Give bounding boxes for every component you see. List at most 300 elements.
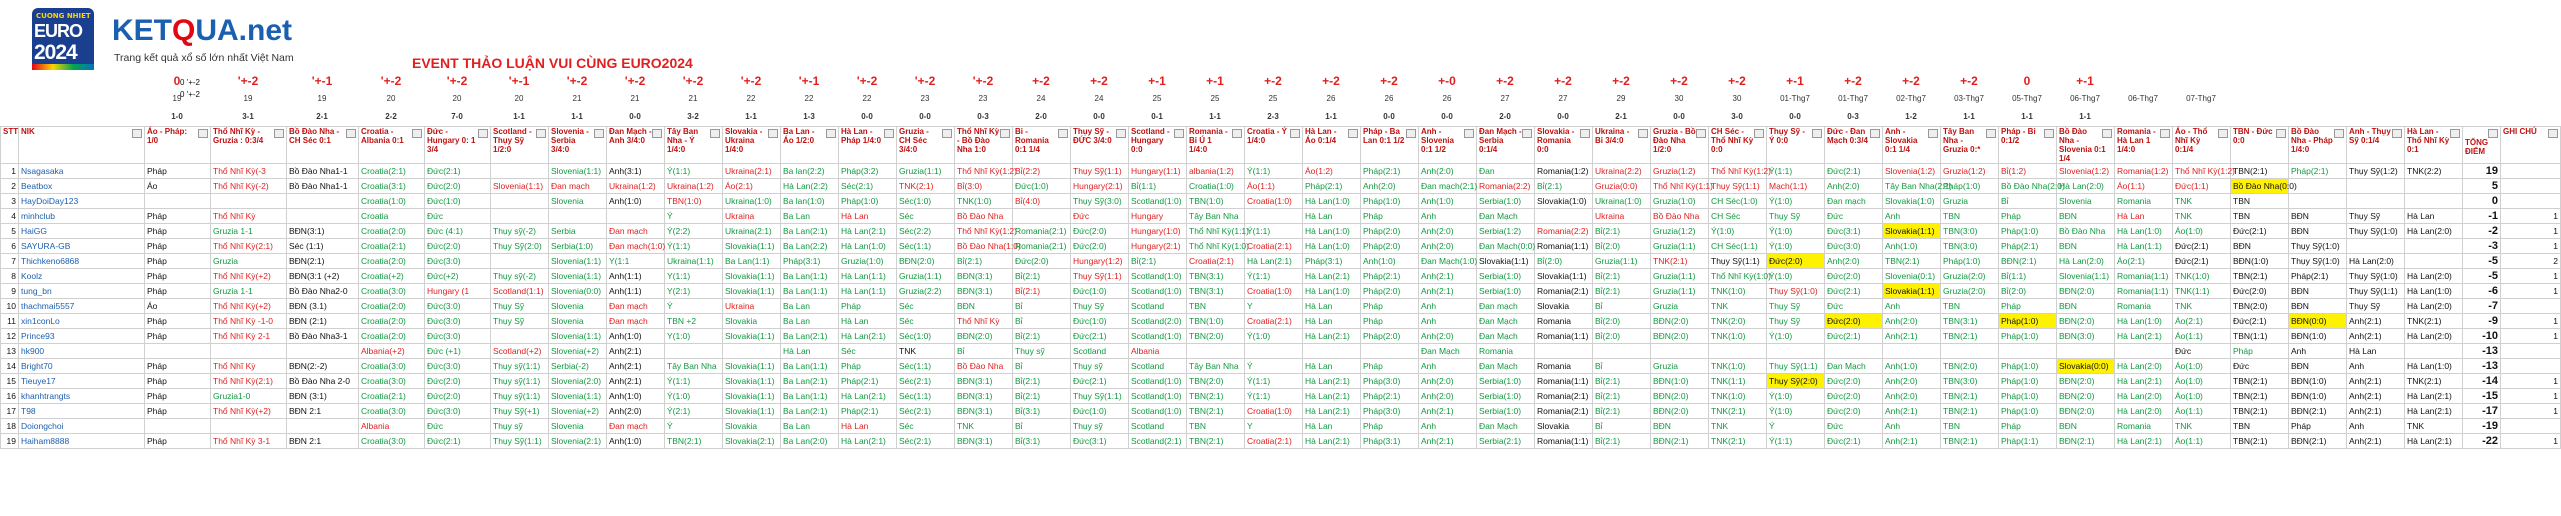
row-number[interactable]: 10 <box>1 299 19 314</box>
prediction-cell[interactable]: Bỉ(2:1) <box>1593 389 1651 404</box>
prediction-cell[interactable] <box>287 209 359 224</box>
prediction-cell[interactable]: Romania <box>1477 344 1535 359</box>
prediction-cell[interactable]: Hà Lan(2:1) <box>2405 434 2463 449</box>
prediction-cell[interactable]: Bỉ(2:1) <box>1535 179 1593 194</box>
filter-dropdown-icon[interactable] <box>2218 129 2228 138</box>
prediction-cell[interactable]: Ukraina(2:2) <box>1593 164 1651 179</box>
filter-dropdown-icon[interactable] <box>412 129 422 138</box>
prediction-cell[interactable]: Hà Lan <box>1303 299 1361 314</box>
prediction-cell[interactable]: Croatia(+2) <box>359 269 425 284</box>
total-points[interactable]: -7 <box>2463 299 2501 314</box>
prediction-cell[interactable] <box>491 209 549 224</box>
col-header-match[interactable] <box>2057 127 2115 164</box>
prediction-cell[interactable]: Mạch(1:1) <box>1767 179 1825 194</box>
prediction-cell[interactable]: Bỉ(2:0) <box>1593 329 1651 344</box>
prediction-cell[interactable]: Đan mạch <box>1825 194 1883 209</box>
player-nickname[interactable]: Doiongchoi <box>19 419 145 434</box>
prediction-cell[interactable]: Đan Mạch <box>1419 344 1477 359</box>
note-cell[interactable] <box>2501 344 2561 359</box>
row-number[interactable]: 3 <box>1 194 19 209</box>
filter-dropdown-icon[interactable] <box>1232 129 1242 138</box>
prediction-cell[interactable]: Pháp <box>145 239 211 254</box>
prediction-cell[interactable]: Y(1:1 <box>607 254 665 269</box>
col-header-match[interactable] <box>2173 127 2231 164</box>
prediction-cell[interactable]: Ba Lan(1:1) <box>781 359 839 374</box>
prediction-cell[interactable]: Hungary(1:0) <box>1129 224 1187 239</box>
prediction-cell[interactable] <box>287 194 359 209</box>
prediction-cell[interactable]: Đức(1:1) <box>2173 179 2231 194</box>
prediction-cell[interactable]: Hà Lan <box>1303 209 1361 224</box>
prediction-cell[interactable]: Ý(1:0) <box>1767 389 1825 404</box>
prediction-cell[interactable]: Pháp(1:0) <box>1941 254 1999 269</box>
prediction-cell[interactable]: Croatia(2:1) <box>359 389 425 404</box>
prediction-cell[interactable]: Slovakia(0:0) <box>2057 359 2115 374</box>
col-header-match[interactable] <box>425 127 491 164</box>
prediction-cell[interactable]: Gruzia <box>211 254 287 269</box>
prediction-cell[interactable]: albania(1:2) <box>1187 164 1245 179</box>
prediction-cell[interactable]: Bồ Đào Nha(0:0) <box>2231 179 2289 194</box>
prediction-cell[interactable]: Croatia(2:0) <box>359 299 425 314</box>
prediction-cell[interactable]: Hà Lan(2:0) <box>2405 299 2463 314</box>
prediction-cell[interactable] <box>549 209 607 224</box>
filter-dropdown-icon[interactable] <box>2160 129 2170 138</box>
prediction-cell[interactable]: Séc(2:1) <box>839 179 897 194</box>
prediction-cell[interactable]: BĐN (2:1) <box>287 314 359 329</box>
row-number[interactable]: 19 <box>1 434 19 449</box>
prediction-cell[interactable]: BĐN(3:1) <box>955 284 1013 299</box>
prediction-cell[interactable]: Đức(2:0) <box>1767 254 1825 269</box>
col-header-match[interactable] <box>211 127 287 164</box>
prediction-cell[interactable]: Đức(2:0) <box>425 374 491 389</box>
prediction-cell[interactable] <box>211 194 287 209</box>
prediction-cell[interactable]: Croatia(2:1) <box>1187 254 1245 269</box>
prediction-cell[interactable]: Slovenia(1:1) <box>2057 269 2115 284</box>
prediction-cell[interactable]: Scotland(1:0) <box>1129 269 1187 284</box>
prediction-cell[interactable]: CH Séc <box>1709 209 1767 224</box>
prediction-cell[interactable]: Gruzia <box>1651 299 1709 314</box>
row-number[interactable]: 14 <box>1 359 19 374</box>
prediction-cell[interactable]: Y <box>1245 419 1303 434</box>
prediction-cell[interactable]: Croatia(1:0) <box>359 194 425 209</box>
prediction-cell[interactable]: Pháp <box>1361 314 1419 329</box>
prediction-cell[interactable]: Hà Lan(2:1) <box>2115 434 2173 449</box>
row-number[interactable]: 1 <box>1 164 19 179</box>
prediction-cell[interactable] <box>1767 344 1825 359</box>
filter-dropdown-icon[interactable] <box>826 129 836 138</box>
prediction-cell[interactable]: Ý(1:1) <box>1245 224 1303 239</box>
row-number[interactable]: 2 <box>1 179 19 194</box>
note-cell[interactable]: 1 <box>2501 224 2561 239</box>
prediction-cell[interactable]: Áo(2:1) <box>2173 314 2231 329</box>
prediction-cell[interactable]: Romania(2:1) <box>1535 404 1593 419</box>
prediction-cell[interactable]: Pháp(1:0) <box>1999 224 2057 239</box>
filter-dropdown-icon[interactable] <box>710 129 720 138</box>
prediction-cell[interactable]: Romania(1:1) <box>1535 329 1593 344</box>
prediction-cell[interactable]: Croatia(2:1) <box>1245 239 1303 254</box>
filter-dropdown-icon[interactable] <box>2392 129 2402 138</box>
prediction-cell[interactable] <box>491 164 549 179</box>
prediction-cell[interactable]: Bỉ <box>1013 359 1071 374</box>
prediction-cell[interactable] <box>2405 344 2463 359</box>
filter-dropdown-icon[interactable] <box>478 129 488 138</box>
prediction-cell[interactable]: Thụy Sỹ(1:0) <box>1767 284 1825 299</box>
prediction-cell[interactable]: Pháp(3:1) <box>1361 434 1419 449</box>
prediction-cell[interactable]: Thụy Sỹ(3:0) <box>1071 194 1129 209</box>
prediction-cell[interactable]: TNK <box>1709 299 1767 314</box>
prediction-cell[interactable]: Thụy Sỹ(2:0) <box>491 239 549 254</box>
prediction-cell[interactable]: Thụy Sỹ(+1) <box>491 404 549 419</box>
prediction-cell[interactable]: Slovenia(0:0) <box>549 284 607 299</box>
prediction-cell[interactable]: Scotland(1:1) <box>491 284 549 299</box>
prediction-cell[interactable]: Anh(1:1) <box>607 284 665 299</box>
filter-dropdown-icon[interactable] <box>1754 129 1764 138</box>
prediction-cell[interactable]: BĐN(3:1) <box>955 389 1013 404</box>
prediction-cell[interactable]: Gruzia(2:0) <box>1941 284 1999 299</box>
prediction-cell[interactable]: Áo <box>145 179 211 194</box>
prediction-cell[interactable]: Bồ Đào Nha 2-0 <box>287 374 359 389</box>
prediction-cell[interactable]: Đức (4:1) <box>425 224 491 239</box>
prediction-cell[interactable]: Romania(1:1) <box>2115 269 2173 284</box>
prediction-cell[interactable]: Ba Lan(2:0) <box>781 434 839 449</box>
prediction-cell[interactable]: TBN(1:0) <box>665 194 723 209</box>
prediction-cell[interactable]: Bỉ <box>1593 419 1651 434</box>
prediction-cell[interactable]: Đức(2:0) <box>1825 314 1883 329</box>
prediction-cell[interactable]: Hà Lan(1:0) <box>1303 194 1361 209</box>
prediction-cell[interactable]: TBN(2:1) <box>2231 389 2289 404</box>
prediction-cell[interactable]: TBN(1:1) <box>2231 329 2289 344</box>
prediction-cell[interactable]: Tây Ban Nha <box>1187 359 1245 374</box>
prediction-cell[interactable]: Séc(1:1) <box>897 239 955 254</box>
prediction-cell[interactable]: Slovakia(1:1) <box>723 359 781 374</box>
prediction-cell[interactable]: Scotland(1:0) <box>1129 374 1187 389</box>
prediction-cell[interactable]: Pháp(2:0) <box>1361 329 1419 344</box>
col-header-match[interactable] <box>839 127 897 164</box>
row-number[interactable]: 12 <box>1 329 19 344</box>
prediction-cell[interactable]: Croatia(2:1) <box>359 239 425 254</box>
prediction-cell[interactable]: BĐN <box>2057 209 2115 224</box>
prediction-cell[interactable]: Anh(3:1) <box>607 164 665 179</box>
prediction-cell[interactable]: Ba Lan <box>781 209 839 224</box>
prediction-cell[interactable]: Đức(3:0) <box>425 254 491 269</box>
filter-dropdown-icon[interactable] <box>1928 129 1938 138</box>
prediction-cell[interactable]: Pháp(2:1) <box>1361 164 1419 179</box>
prediction-cell[interactable]: TBN <box>1187 299 1245 314</box>
prediction-cell[interactable]: Slovakia <box>723 419 781 434</box>
prediction-cell[interactable]: BĐN(1:0) <box>1651 374 1709 389</box>
prediction-cell[interactable]: BĐN <box>2057 239 2115 254</box>
prediction-cell[interactable]: TBN(2:0) <box>2231 299 2289 314</box>
prediction-cell[interactable]: Hà Lan(2:0) <box>2057 254 2115 269</box>
prediction-cell[interactable]: Slovenia(+2) <box>549 404 607 419</box>
prediction-cell[interactable]: Đức(2:1) <box>2173 254 2231 269</box>
prediction-cell[interactable]: Anh(2:1) <box>1883 329 1941 344</box>
prediction-cell[interactable]: Anh <box>1419 209 1477 224</box>
prediction-cell[interactable]: Đức <box>2231 359 2289 374</box>
prediction-cell[interactable]: TNK(1:0) <box>1709 284 1767 299</box>
prediction-cell[interactable]: Đức(2:1) <box>425 164 491 179</box>
col-header-match[interactable] <box>1535 127 1593 164</box>
prediction-cell[interactable]: Y(1:1) <box>665 269 723 284</box>
prediction-cell[interactable]: Séc (1:1) <box>287 239 359 254</box>
prediction-cell[interactable]: Thụy Sỹ <box>2347 299 2405 314</box>
prediction-cell[interactable]: BĐN <box>2057 419 2115 434</box>
row-number[interactable]: 4 <box>1 209 19 224</box>
prediction-cell[interactable]: Anh(2:0) <box>1883 314 1941 329</box>
prediction-cell[interactable]: Bồ Đào Nha <box>955 359 1013 374</box>
prediction-cell[interactable]: Séc(1:0) <box>897 194 955 209</box>
note-cell[interactable]: 1 <box>2501 374 2561 389</box>
prediction-cell[interactable]: Ý(1:0) <box>1767 329 1825 344</box>
filter-dropdown-icon[interactable] <box>1638 129 1648 138</box>
row-number[interactable]: 18 <box>1 419 19 434</box>
prediction-cell[interactable]: Ý(1:0) <box>1709 224 1767 239</box>
prediction-cell[interactable] <box>2289 194 2347 209</box>
prediction-cell[interactable]: Đan mạch <box>607 299 665 314</box>
note-cell[interactable] <box>2501 419 2561 434</box>
total-points[interactable]: 5 <box>2463 179 2501 194</box>
total-points[interactable]: -15 <box>2463 389 2501 404</box>
total-points[interactable]: -10 <box>2463 329 2501 344</box>
prediction-cell[interactable]: TBN(3:0) <box>1941 224 1999 239</box>
prediction-cell[interactable]: Đức(3:0) <box>425 359 491 374</box>
prediction-cell[interactable]: Hungary(1:1) <box>1129 164 1187 179</box>
prediction-cell[interactable]: Romania <box>1535 314 1593 329</box>
prediction-cell[interactable]: Ý(1:0) <box>1767 224 1825 239</box>
total-points[interactable]: -13 <box>2463 344 2501 359</box>
prediction-cell[interactable]: TNK(2:1) <box>1709 404 1767 419</box>
prediction-cell[interactable]: Đức(2:1) <box>425 434 491 449</box>
prediction-cell[interactable]: Serbia <box>549 224 607 239</box>
row-number[interactable]: 15 <box>1 374 19 389</box>
prediction-cell[interactable]: BĐN(2:1) <box>287 254 359 269</box>
prediction-cell[interactable]: BĐN <box>2057 299 2115 314</box>
prediction-cell[interactable]: TBN <box>1941 419 1999 434</box>
prediction-cell[interactable]: Ba lan(1:0) <box>781 194 839 209</box>
prediction-cell[interactable]: BĐN(2:1) <box>1999 254 2057 269</box>
prediction-cell[interactable]: Thổ Nhĩ Kỳ(1:1) <box>1651 179 1709 194</box>
prediction-cell[interactable]: Ý(1:1) <box>665 374 723 389</box>
prediction-cell[interactable]: Serbia(1:0) <box>1477 374 1535 389</box>
note-cell[interactable]: 1 <box>2501 329 2561 344</box>
prediction-cell[interactable] <box>607 209 665 224</box>
prediction-cell[interactable]: BĐN(2:1) <box>2057 434 2115 449</box>
col-header-match[interactable] <box>607 127 665 164</box>
filter-dropdown-icon[interactable] <box>1464 129 1474 138</box>
prediction-cell[interactable]: Đan mạch(2:1) <box>1419 179 1477 194</box>
prediction-cell[interactable]: Séc(2:1) <box>897 404 955 419</box>
prediction-cell[interactable]: Anh(2:0) <box>1825 179 1883 194</box>
prediction-cell[interactable]: Đức(2:0) <box>2231 284 2289 299</box>
row-number[interactable]: 17 <box>1 404 19 419</box>
prediction-cell[interactable]: Thổ Nhĩ Kỳ(1:0) <box>1709 269 1767 284</box>
prediction-cell[interactable]: Slovenia(1:1) <box>549 254 607 269</box>
prediction-cell[interactable]: Thụy Sỹ(1:0) <box>2289 254 2347 269</box>
prediction-cell[interactable]: Romania(1:2) <box>1535 164 1593 179</box>
prediction-cell[interactable]: Pháp <box>145 164 211 179</box>
prediction-cell[interactable] <box>2057 344 2115 359</box>
prediction-cell[interactable]: Slovenia(1:1) <box>549 329 607 344</box>
prediction-cell[interactable]: Slovenia(+2) <box>549 344 607 359</box>
prediction-cell[interactable]: TNK <box>1709 419 1767 434</box>
col-header-match[interactable] <box>2115 127 2173 164</box>
prediction-cell[interactable]: Pháp(3:0) <box>1361 374 1419 389</box>
col-header-match[interactable] <box>1419 127 1477 164</box>
total-points[interactable]: -22 <box>2463 434 2501 449</box>
prediction-cell[interactable]: TBN +2 <box>665 314 723 329</box>
prediction-cell[interactable]: TBN(2:1) <box>1941 389 1999 404</box>
prediction-cell[interactable]: Thụy sỹ(1:1) <box>491 389 549 404</box>
prediction-cell[interactable]: Croatia(3:1) <box>359 179 425 194</box>
prediction-cell[interactable] <box>1361 344 1419 359</box>
prediction-cell[interactable]: Thụy Sỹ(1:1) <box>1071 269 1129 284</box>
prediction-cell[interactable]: BĐN(2:1) <box>2289 434 2347 449</box>
player-nickname[interactable]: Tieuye17 <box>19 374 145 389</box>
prediction-cell[interactable]: Thụy Sỹ(1:1) <box>1071 164 1129 179</box>
prediction-cell[interactable]: Pháp(3:1) <box>781 254 839 269</box>
prediction-cell[interactable]: Đan Mạch <box>1477 419 1535 434</box>
prediction-cell[interactable]: BĐN <box>2289 299 2347 314</box>
prediction-cell[interactable]: Anh(2:0) <box>1883 389 1941 404</box>
prediction-cell[interactable]: Croatia(3:0) <box>359 359 425 374</box>
prediction-cell[interactable]: Slovakia(1:0) <box>1535 194 1593 209</box>
prediction-cell[interactable]: Đan Mạch(1:0) <box>1419 254 1477 269</box>
prediction-cell[interactable]: Slovenia <box>549 194 607 209</box>
filter-dropdown-icon[interactable] <box>2334 129 2344 138</box>
col-header-match[interactable] <box>1187 127 1245 164</box>
prediction-cell[interactable]: Thổ Nhĩ Kỳ(1:2) <box>1709 164 1767 179</box>
prediction-cell[interactable]: TBN(3:0) <box>1941 239 1999 254</box>
prediction-cell[interactable]: BĐN <box>2289 224 2347 239</box>
prediction-cell[interactable]: TBN(2:1) <box>2231 404 2289 419</box>
prediction-cell[interactable]: Hà Lan(1:0) <box>2405 359 2463 374</box>
prediction-cell[interactable]: Slovakia(1:1) <box>723 284 781 299</box>
prediction-cell[interactable]: Anh(1:0) <box>1883 239 1941 254</box>
prediction-cell[interactable]: Đức <box>425 419 491 434</box>
prediction-cell[interactable]: Slovenia(1:1) <box>549 389 607 404</box>
prediction-cell[interactable]: Slovakia <box>723 314 781 329</box>
prediction-cell[interactable]: Pháp <box>145 359 211 374</box>
prediction-cell[interactable]: Bỉ(2:1) <box>1013 389 1071 404</box>
prediction-cell[interactable]: Croatia(2:0) <box>359 314 425 329</box>
prediction-cell[interactable]: Serbia(1:0) <box>549 239 607 254</box>
prediction-cell[interactable]: BĐN <box>2289 209 2347 224</box>
prediction-cell[interactable]: TNK(2:1) <box>2405 314 2463 329</box>
prediction-cell[interactable]: TBN <box>2231 419 2289 434</box>
prediction-cell[interactable]: Thụy Sỹ(1:1) <box>2347 284 2405 299</box>
prediction-cell[interactable]: Bỉ(2:0) <box>1535 254 1593 269</box>
prediction-cell[interactable]: Ba Lan <box>781 299 839 314</box>
prediction-cell[interactable]: Đức(2:1) <box>1071 329 1129 344</box>
prediction-cell[interactable]: Ý(1:0) <box>1245 329 1303 344</box>
prediction-cell[interactable]: Scotland(1:0) <box>1129 404 1187 419</box>
prediction-cell[interactable]: TNK(2:1) <box>1709 434 1767 449</box>
prediction-cell[interactable]: TBN(3:0) <box>1941 374 1999 389</box>
prediction-cell[interactable]: Séc(1:0) <box>897 329 955 344</box>
prediction-cell[interactable]: Đan Mạch <box>1477 359 1535 374</box>
prediction-cell[interactable]: Anh(2:0) <box>1419 239 1477 254</box>
col-header-match[interactable] <box>1709 127 1767 164</box>
prediction-cell[interactable]: TBN(2:1) <box>1941 329 1999 344</box>
note-cell[interactable]: 1 <box>2501 404 2561 419</box>
prediction-cell[interactable]: Scotland(2:0) <box>1129 314 1187 329</box>
row-number[interactable]: 11 <box>1 314 19 329</box>
prediction-cell[interactable]: Anh(1:0) <box>607 194 665 209</box>
prediction-cell[interactable]: Gruzia <box>1941 194 1999 209</box>
player-nickname[interactable]: SAYURA-GB <box>19 239 145 254</box>
prediction-cell[interactable]: Đức(1:0) <box>425 194 491 209</box>
note-cell[interactable]: 1 <box>2501 284 2561 299</box>
prediction-cell[interactable] <box>1187 344 1245 359</box>
prediction-cell[interactable]: Pháp(1:0) <box>1361 194 1419 209</box>
prediction-cell[interactable]: Thụy sỹ <box>1071 359 1129 374</box>
prediction-cell[interactable]: Hà Lan <box>1303 419 1361 434</box>
prediction-cell[interactable] <box>2115 344 2173 359</box>
prediction-cell[interactable]: Ba Lan(1:1) <box>781 269 839 284</box>
prediction-cell[interactable]: Thụy sỹ(-2) <box>491 269 549 284</box>
filter-dropdown-icon[interactable] <box>1000 129 1010 138</box>
prediction-cell[interactable]: Pháp(2:1) <box>1999 239 2057 254</box>
prediction-cell[interactable]: Thụy Sỹ(1:1) <box>1709 179 1767 194</box>
prediction-cell[interactable]: Thổ Nhĩ Kỳ <box>955 314 1013 329</box>
prediction-cell[interactable]: Ukraina(1:0) <box>1593 194 1651 209</box>
prediction-cell[interactable]: Bỉ(3:0) <box>955 179 1013 194</box>
prediction-cell[interactable]: TBN(2:0) <box>1187 374 1245 389</box>
filter-dropdown-icon[interactable] <box>536 129 546 138</box>
total-points[interactable]: -1 <box>2463 209 2501 224</box>
prediction-cell[interactable]: Slovakia(1:1) <box>723 374 781 389</box>
player-nickname[interactable]: Haiham8888 <box>19 434 145 449</box>
prediction-cell[interactable]: Y <box>1245 299 1303 314</box>
prediction-cell[interactable]: Serbia(1:2) <box>1477 224 1535 239</box>
prediction-cell[interactable]: BĐN(2:0) <box>1651 314 1709 329</box>
prediction-cell[interactable]: Ba Lan(2:1) <box>781 224 839 239</box>
prediction-cell[interactable]: Hà Lan(2:1) <box>1245 254 1303 269</box>
prediction-cell[interactable]: Anh(2:0) <box>1361 179 1419 194</box>
prediction-cell[interactable]: Scotland <box>1129 299 1187 314</box>
prediction-cell[interactable]: Bỉ <box>1593 359 1651 374</box>
prediction-cell[interactable]: TBN(2:1) <box>1187 389 1245 404</box>
prediction-cell[interactable]: Romania <box>1535 359 1593 374</box>
prediction-cell[interactable]: Thổ Nhĩ Kỳ(+2) <box>211 404 287 419</box>
prediction-cell[interactable]: Đức(2:0) <box>1071 224 1129 239</box>
prediction-cell[interactable]: Slovenia <box>2057 194 2115 209</box>
prediction-cell[interactable]: Ý(1:1) <box>1767 434 1825 449</box>
prediction-cell[interactable]: Đan Mạch <box>1477 314 1535 329</box>
prediction-cell[interactable]: Ukraina(1:1) <box>665 254 723 269</box>
prediction-cell[interactable]: Ba Lan <box>781 419 839 434</box>
prediction-cell[interactable]: Gruzia(1:0) <box>839 254 897 269</box>
prediction-cell[interactable]: Ba Lan(2:1) <box>781 329 839 344</box>
prediction-cell[interactable]: Hà Lan(2:1) <box>2115 374 2173 389</box>
prediction-cell[interactable]: Đức(2:0) <box>1825 404 1883 419</box>
prediction-cell[interactable]: Gruzia(0:0) <box>1593 179 1651 194</box>
prediction-cell[interactable]: Bỉ(2:1) <box>955 254 1013 269</box>
prediction-cell[interactable]: Pháp <box>145 404 211 419</box>
prediction-cell[interactable]: TBN(2:1) <box>1883 254 1941 269</box>
prediction-cell[interactable]: Đức(2:0) <box>1825 269 1883 284</box>
player-nickname[interactable]: HaiGG <box>19 224 145 239</box>
prediction-cell[interactable]: Hà Lan(1:0) <box>1303 239 1361 254</box>
prediction-cell[interactable]: Slovakia(1:1) <box>723 404 781 419</box>
prediction-cell[interactable]: Đan Mạch <box>1825 359 1883 374</box>
prediction-cell[interactable]: Bỉ(2:1) <box>1013 284 1071 299</box>
prediction-cell[interactable]: Slovakia(1:1) <box>723 269 781 284</box>
prediction-cell[interactable] <box>1303 344 1361 359</box>
prediction-cell[interactable]: Đức(2:0) <box>1013 254 1071 269</box>
player-nickname[interactable]: Koolz <box>19 269 145 284</box>
filter-dropdown-icon[interactable] <box>768 129 778 138</box>
prediction-cell[interactable]: TNK(2:1) <box>897 179 955 194</box>
